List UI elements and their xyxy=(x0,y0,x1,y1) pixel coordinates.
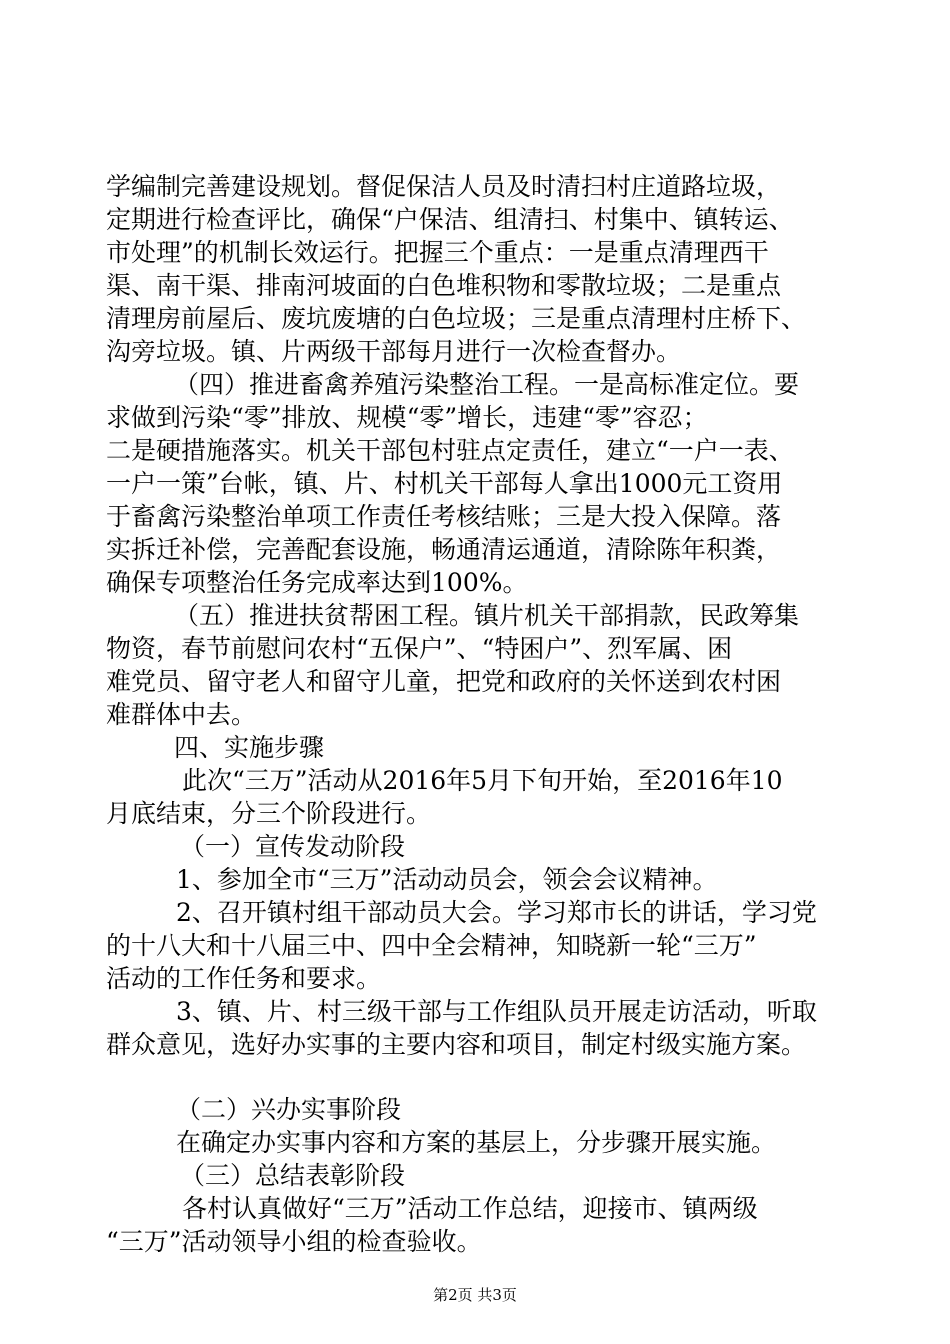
text-line: 难群体中去。 xyxy=(106,700,257,729)
text-line: 群众意见，选好办实事的主要内容和项目，制定村级实施方案。 xyxy=(106,1030,807,1059)
section-heading: 四、实施步骤 xyxy=(174,733,325,762)
subsection-heading: （三）总结表彰阶段 xyxy=(180,1161,406,1190)
text-line: 实拆迁补偿，完善配套设施，畅通清运通道，清除陈年积粪， xyxy=(106,535,782,564)
text-line: 定期进行检查评比，确保“户保洁、组清扫、村集中、镇转运、 xyxy=(106,205,794,234)
text-line: 难党员、留守老人和留守儿童，把党和政府的关怀送到农村困 xyxy=(106,667,782,696)
text-line: 一户一策”台帐，镇、片、村机关干部每人拿出1000元工资用 xyxy=(106,469,783,498)
text-line: 此次“三万”活动从2016年5月下旬开始，至2016年10 xyxy=(182,766,783,795)
text-line: 渠、南干渠、排南河坡面的白色堆积物和零散垃圾；二是重点 xyxy=(106,271,782,300)
text-line: 清理房前屋后、废坑废塘的白色垃圾；三是重点清理村庄桥下、 xyxy=(106,304,807,333)
section-heading: （四）推进畜禽养殖污染整治工程。一是高标准定位。要 xyxy=(174,370,800,399)
text-line: 求做到污染“零”排放、规模“零”增长，违建“零”容忍； xyxy=(106,403,708,432)
text-line: 二是硬措施落实。机关干部包村驻点定责任，建立“一户一表、 xyxy=(106,436,794,465)
text-line: 物资，春节前慰问农村“五保户”、“特困户”、烈军属、困 xyxy=(106,634,733,663)
page-footer: 第2页 共3页 xyxy=(433,1286,517,1304)
subsection-heading: （二）兴办实事阶段 xyxy=(176,1095,402,1124)
text-line: 市处理”的机制长效运行。把握三个重点：一是重点清理西干 xyxy=(106,238,769,267)
text-line: 沟旁垃圾。镇、片两级干部每月进行一次检查督办。 xyxy=(106,337,682,366)
text-line: 在确定办实事内容和方案的基层上，分步骤开展实施。 xyxy=(176,1128,777,1157)
text-line: 月底结束，分三个阶段进行。 xyxy=(106,799,432,828)
text-line: 于畜禽污染整治单项工作责任考核结账；三是大投入保障。落 xyxy=(106,502,782,531)
text-line: 学编制完善建设规划。督促保洁人员及时清扫村庄道路垃圾， xyxy=(106,172,782,201)
list-item: 1、参加全市“三万”活动动员会，领会会议精神。 xyxy=(176,865,718,894)
text-line: 确保专项整治任务完成率达到100%。 xyxy=(106,568,528,597)
text-line: 各村认真做好“三万”活动工作总结，迎接市、镇两级 xyxy=(182,1194,758,1223)
list-item: 3、镇、片、村三级干部与工作组队员开展走访活动，听取 xyxy=(176,997,817,1026)
section-heading: （五）推进扶贫帮困工程。镇片机关干部捐款，民政筹集 xyxy=(174,601,800,630)
text-line: “三万”活动领导小组的检查验收。 xyxy=(106,1227,482,1256)
subsection-heading: （一）宣传发动阶段 xyxy=(180,832,406,861)
list-item: 2、召开镇村组干部动员大会。学习郑市长的讲话，学习党 xyxy=(176,898,817,927)
text-line: 活动的工作任务和要求。 xyxy=(106,964,382,993)
text-line: 的十八大和十八届三中、四中全会精神，知晓新一轮“三万” xyxy=(106,931,757,960)
